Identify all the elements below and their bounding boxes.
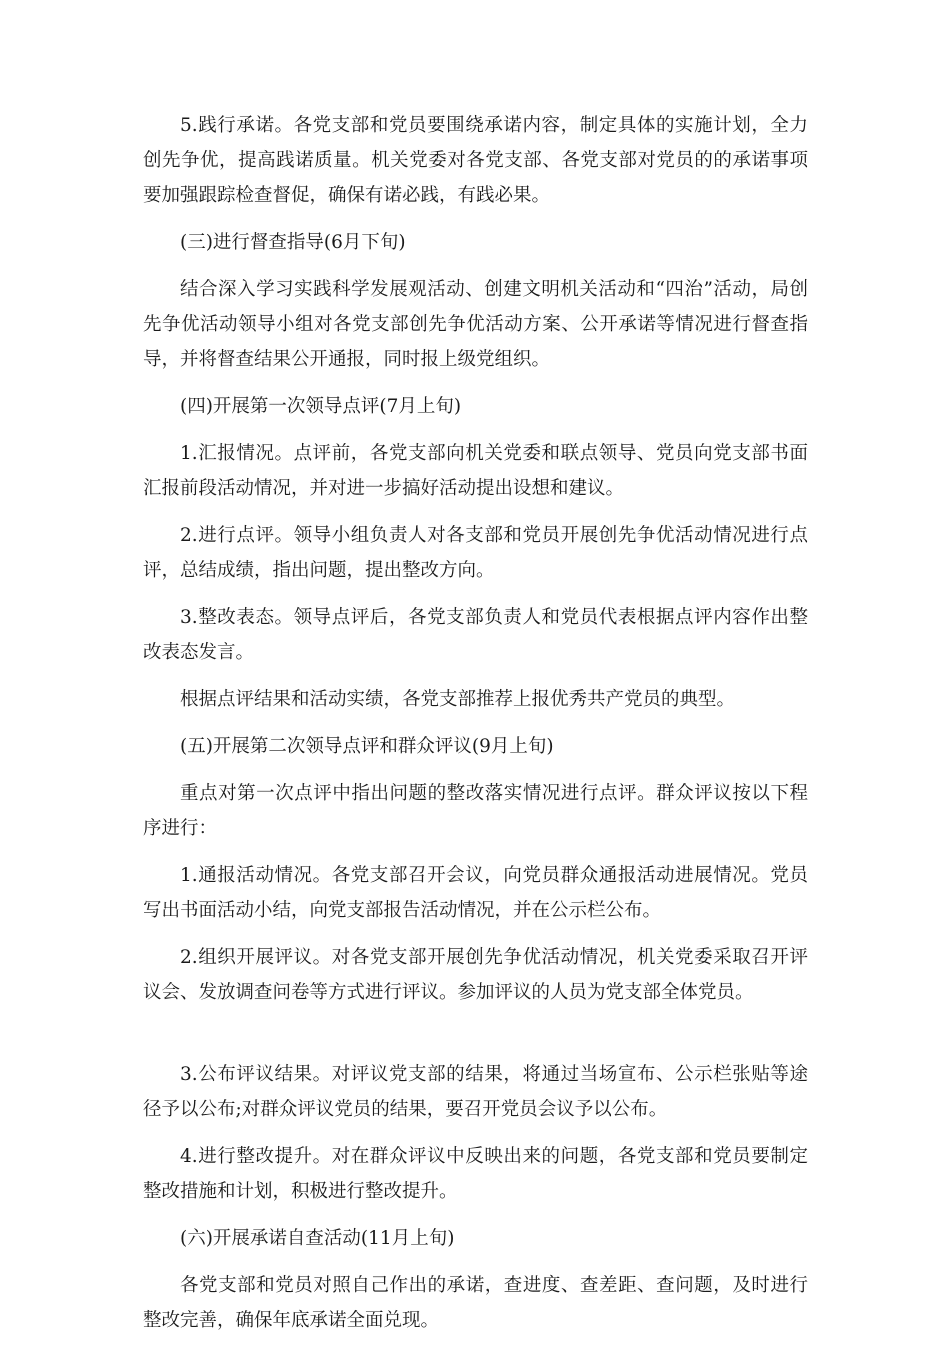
heading-self-check: (六)开展承诺自查活动(11月上旬): [180, 1228, 455, 1249]
paragraph-self-check: 各党支部和党员对照自己作出的承诺，查进度、查差距、查问题，及时进行整改完善，确保年底承诺全面兑现。: [143, 1275, 808, 1331]
paragraph-supervision: 结合深入学习实践科学发展观活动、创建文明机关活动和“四治”活动，局创先争优活动领导小组对各党支部创先争优活动方案、公开承诺等情况进行督查指导，并将督查结果公开通报，同时报上级党组织。: [143, 279, 808, 370]
paragraph-fulfill-commitment: 5.践行承诺。各党支部和党员要围绕承诺内容，制定具体的实施计划，全力创先争优，提高践诺质量。机关党委对各党支部、各党支部对党员的的承诺事项要加强跟踪检查督促，确保有诺必践，有践必果。: [143, 115, 808, 206]
heading-second-review: (五)开展第二次领导点评和群众评议(9月上旬): [180, 736, 554, 757]
document-body: [143, 108, 808, 1350]
paragraph-review: 2.进行点评。领导小组负责人对各支部和党员开展创先争优活动情况进行点评，总结成绩，指出问题，提出整改方向。: [143, 525, 808, 581]
paragraph-notify: 1.通报活动情况。各党支部召开会议，向党员群众通报活动进展情况。党员写出书面活动小结，向党支部报告活动情况，并在公示栏公布。: [143, 865, 808, 921]
paragraph-review-procedure: 重点对第一次点评中指出问题的整改落实情况进行点评。群众评议按以下程序进行：: [143, 783, 808, 839]
heading-supervision: (三)进行督查指导(6月下旬): [180, 232, 406, 253]
heading-first-review: (四)开展第一次领导点评(7月上旬): [180, 396, 462, 417]
paragraph-report: 1.汇报情况。点评前，各党支部向机关党委和联点领导、党员向党支部书面汇报前段活动情况，并对进一步搞好活动提出设想和建议。: [143, 443, 808, 499]
paragraph-publish-results: 3.公布评议结果。对评议党支部的结果，将通过当场宣布、公示栏张贴等途径予以公布;对群众评议党员的结果，要召开党员会议予以公布。: [143, 1064, 808, 1120]
paragraph-organize-review: 2.组织开展评议。对各党支部开展创先争优活动情况，机关党委采取召开评议会、发放调查问卷等方式进行评议。参加评议的人员为党支部全体党员。: [143, 947, 808, 1003]
paragraph-rectify-statement: 3.整改表态。领导点评后，各党支部负责人和党员代表根据点评内容作出整改表态发言。: [143, 607, 808, 663]
paragraph-improve: 4.进行整改提升。对在群众评议中反映出来的问题，各党支部和党员要制定整改措施和计划，积极进行整改提升。: [143, 1146, 808, 1202]
paragraph-recommend: 根据点评结果和活动实绩，各党支部推荐上报优秀共产党员的典型。: [180, 689, 736, 710]
